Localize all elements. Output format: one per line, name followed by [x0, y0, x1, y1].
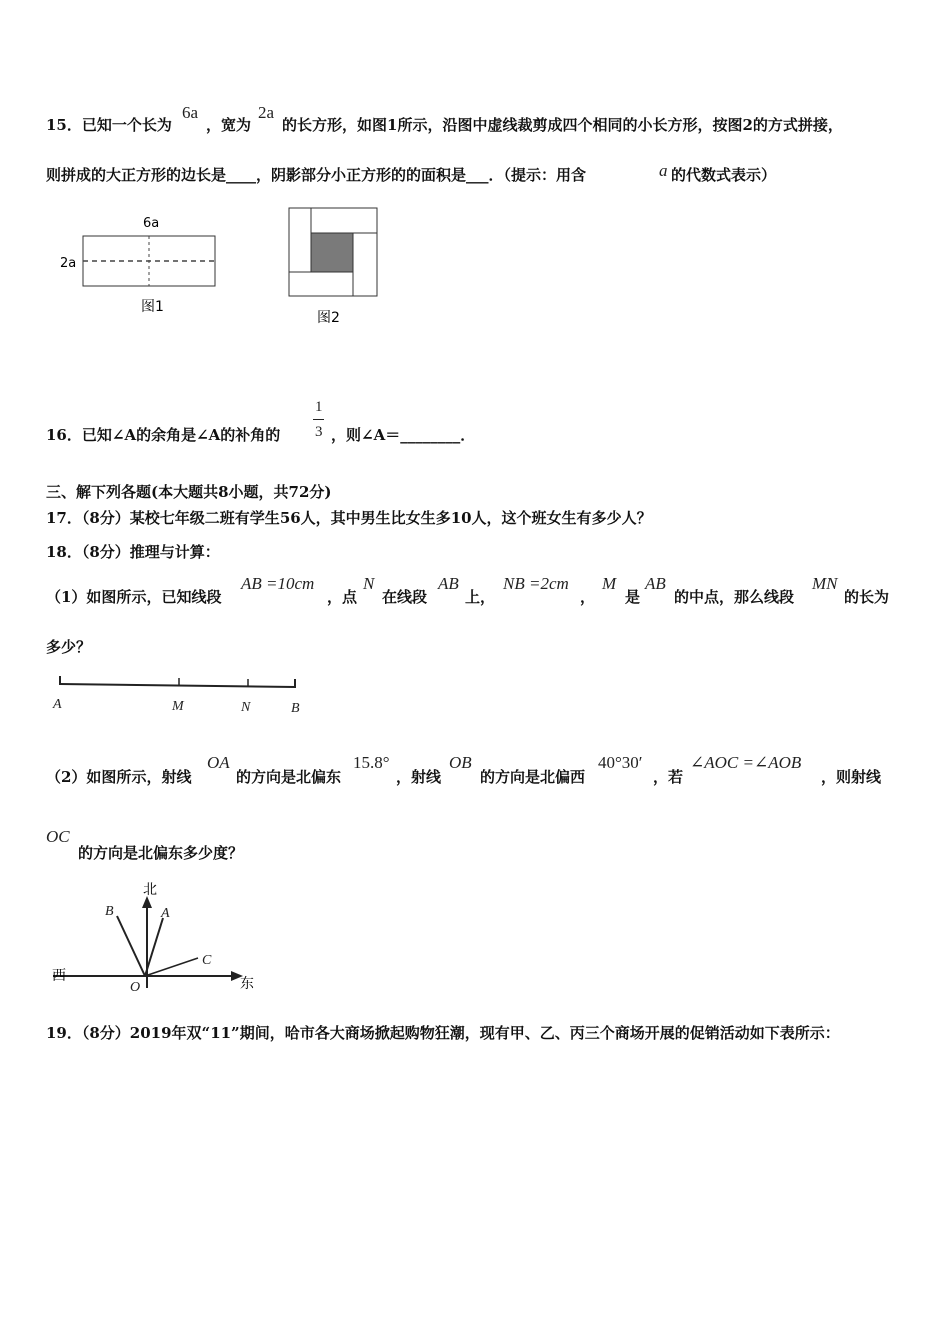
q18-math-ab-2: AB	[645, 574, 666, 593]
q16-fraction-numerator: 1	[315, 399, 323, 415]
fig1-caption: 图1	[141, 299, 164, 315]
compass-east-label: 东	[240, 976, 254, 992]
q16-text-2: ，则∠A＝________．	[331, 426, 476, 444]
segment-label-a: A	[53, 697, 62, 712]
segment-figure	[45, 670, 315, 720]
q18-math-n: N	[363, 574, 375, 593]
q18-math-angle-eq: ∠AOC =∠AOB	[690, 753, 802, 772]
segment-label-b: B	[291, 701, 300, 716]
q15-text-4: 则拼成的大正方形的边长是____，阴影部分小正方形的的面积是___．（提示：用含	[46, 166, 587, 184]
q18-math-ob: OB	[449, 753, 472, 772]
q15-var-math: a	[659, 161, 668, 180]
q18-title: 18．（8分）推理与计算：	[46, 543, 220, 561]
compass-label-c: C	[202, 953, 212, 968]
fig1-left-label: 2a	[60, 256, 77, 271]
q18-math-mn: MN	[812, 574, 838, 593]
q18-part1-text-c: 在线段	[382, 588, 428, 606]
q18-math-ab-10cm: AB =10cm	[241, 574, 315, 593]
q15-width-math: 2a	[258, 103, 275, 122]
fig2-shaded-square	[311, 233, 353, 272]
q15-text-2: ，宽为	[206, 116, 252, 134]
ray-ob	[117, 916, 145, 976]
q18-math-oa: OA	[207, 753, 230, 772]
compass-north-label: 北	[143, 882, 157, 898]
q16-text-1: 16．已知∠A的余角是∠A的补角的	[46, 426, 281, 444]
compass-label-b: B	[105, 904, 114, 919]
q18-part2-text-d: 的方向是北偏西	[480, 768, 586, 786]
q18-part2-text-b: 的方向是北偏东	[236, 768, 342, 786]
compass-label-o: O	[130, 980, 141, 995]
figure-1-rectangle	[55, 210, 225, 320]
fig1-top-label: 6a	[143, 216, 160, 231]
compass-label-a: A	[161, 906, 170, 921]
q18-math-40-30: 40°30′	[598, 753, 643, 772]
q15-text-1: 15．已知一个长为	[46, 116, 172, 134]
question-17: 17．（8分）某校七年级二班有学生56人，其中男生比女生多10人，这个班女生有多少人？	[46, 509, 652, 527]
q18-math-oc: OC	[46, 827, 70, 846]
q15-text-5: 的代数式表示）	[671, 166, 777, 184]
q18-part2-text-g: 的方向是北偏东多少度？	[78, 844, 244, 862]
fig2-caption: 图2	[317, 310, 340, 326]
ray-oc	[145, 958, 198, 976]
q16-fraction-bar	[313, 419, 324, 420]
q15-length-math: 6a	[182, 103, 199, 122]
segment-label-m: M	[172, 699, 184, 714]
question-19: 19．（8分）2019年双“11”期间，哈市各大商场掀起购物狂潮，现有甲、乙、丙三个商场开展的促销活动如下表所示：	[46, 1024, 840, 1042]
q18-part2-text-c: ，射线	[396, 768, 442, 786]
q18-math-nb-2cm: NB =2cm	[503, 574, 569, 593]
q18-part1-text-h: 的长为	[844, 588, 890, 606]
q18-part1-text-e: ，	[580, 588, 596, 606]
section-3-heading: 三、解下列各题(本大题共8小题，共72分)	[46, 483, 332, 501]
q18-part1-text-b: ，点	[327, 588, 358, 606]
figure-2-square	[280, 202, 390, 332]
q18-part1-text-i: 多少？	[46, 638, 92, 656]
q18-part1-text-g: 的中点，那么线段	[674, 588, 795, 606]
segment-ab-line	[60, 684, 295, 687]
q16-fraction-denominator: 3	[315, 424, 323, 440]
q18-part1-text-d: 上，	[465, 588, 496, 606]
compass-west-label: 西	[52, 968, 66, 984]
q18-part1-text-f: 是	[625, 588, 641, 606]
q18-part1-text-a: （1）如图所示，已知线段	[46, 588, 222, 606]
q15-text-3: 的长方形，如图1所示，沿图中虚线裁剪成四个相同的小长方形，按图2的方式拼接，	[282, 116, 843, 134]
q18-math-ab: AB	[438, 574, 459, 593]
q18-part2-text-e: ，若	[653, 768, 684, 786]
q18-math-m: M	[602, 574, 617, 593]
segment-label-n: N	[241, 700, 251, 715]
q18-math-15-8-degree: 15.8°	[353, 753, 390, 772]
q18-part2-text-a: （2）如图所示，射线	[46, 768, 192, 786]
compass-figure	[45, 876, 265, 1001]
q18-part2-text-f: ，则射线	[821, 768, 882, 786]
